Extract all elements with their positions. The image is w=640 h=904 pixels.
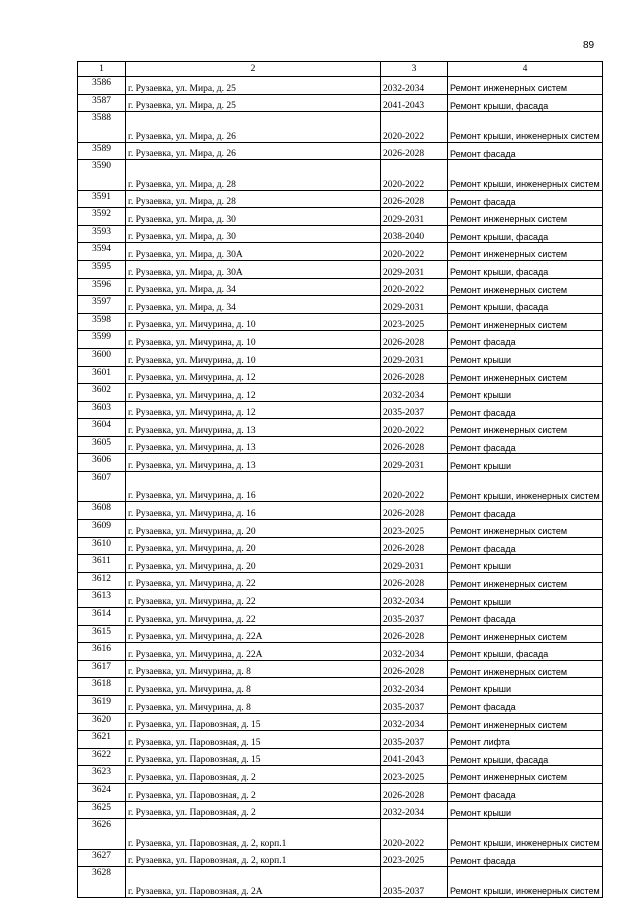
row-work-type: Ремонт крыши: [448, 555, 603, 573]
row-number: 3600: [78, 348, 126, 366]
row-years: 2035-2037: [381, 401, 448, 419]
row-work-type: Ремонт фасада: [448, 849, 603, 867]
row-number: 3601: [78, 366, 126, 384]
table-row: [78, 77, 603, 95]
row-years: 2026-2028: [381, 783, 448, 801]
row-work-type: Ремонт инженерных систем: [448, 625, 603, 643]
table-row: [78, 695, 603, 713]
row-address: г. Рузаевка, ул. Мичурина, д. 22: [126, 572, 381, 590]
row-number: 3623: [78, 766, 126, 784]
row-work-type: Ремонт фасада: [448, 783, 603, 801]
row-work-type: Ремонт крыши, фасада: [448, 748, 603, 766]
row-address: г. Рузаевка, ул. Паровозная, д. 15: [126, 731, 381, 749]
row-address: г. Рузаевка, ул. Мичурина, д. 22А: [126, 643, 381, 661]
table-row: [78, 331, 603, 349]
table-row: [78, 766, 603, 784]
row-work-type: Ремонт фасада: [448, 537, 603, 555]
row-years: 2023-2025: [381, 849, 448, 867]
row-years: 2026-2028: [381, 537, 448, 555]
table-row: [78, 819, 603, 849]
row-address: г. Рузаевка, ул. Мичурина, д. 22: [126, 608, 381, 626]
table-row: [78, 366, 603, 384]
row-work-type: Ремонт инженерных систем: [448, 77, 603, 95]
row-work-type: Ремонт крыши, фасада: [448, 296, 603, 314]
row-address: г. Рузаевка, ул. Мира, д. 30: [126, 208, 381, 226]
row-years: 2029-2031: [381, 260, 448, 278]
row-number: 3586: [78, 77, 126, 95]
row-work-type: Ремонт инженерных систем: [448, 520, 603, 538]
table-row: [78, 660, 603, 678]
row-work-type: Ремонт инженерных систем: [448, 366, 603, 384]
row-address: г. Рузаевка, ул. Мира, д. 30А: [126, 260, 381, 278]
table-body: [78, 77, 603, 898]
row-address: г. Рузаевка, ул. Мира, д. 34: [126, 278, 381, 296]
row-address: г. Рузаевка, ул. Мира, д. 25: [126, 94, 381, 112]
row-number: 3624: [78, 783, 126, 801]
row-number: 3612: [78, 572, 126, 590]
row-work-type: Ремонт инженерных систем: [448, 713, 603, 731]
row-work-type: Ремонт фасада: [448, 608, 603, 626]
row-years: 2020-2022: [381, 419, 448, 437]
row-years: 2029-2031: [381, 454, 448, 472]
row-address: г. Рузаевка, ул. Мичурина, д. 20: [126, 537, 381, 555]
row-number: 3592: [78, 208, 126, 226]
row-number: 3594: [78, 243, 126, 261]
row-years: 2023-2025: [381, 520, 448, 538]
row-address: г. Рузаевка, ул. Мичурина, д. 12: [126, 366, 381, 384]
row-number: 3625: [78, 801, 126, 819]
row-years: 2020-2022: [381, 243, 448, 261]
column-header-4: 4: [448, 62, 603, 77]
table-row: [78, 436, 603, 454]
row-years: 2026-2028: [381, 331, 448, 349]
table-row: [78, 472, 603, 502]
row-address: г. Рузаевка, ул. Мира, д. 26: [126, 142, 381, 160]
row-work-type: Ремонт инженерных систем: [448, 419, 603, 437]
row-years: 2029-2031: [381, 296, 448, 314]
table-row: [78, 208, 603, 226]
table-row: [78, 520, 603, 538]
row-number: 3593: [78, 225, 126, 243]
row-address: г. Рузаевка, ул. Паровозная, д. 2, корп.1: [126, 819, 381, 849]
row-address: г. Рузаевка, ул. Мичурина, д. 8: [126, 660, 381, 678]
row-number: 3627: [78, 849, 126, 867]
row-number: 3617: [78, 660, 126, 678]
table-row: [78, 94, 603, 112]
row-work-type: Ремонт крыши: [448, 801, 603, 819]
table-row: [78, 783, 603, 801]
row-work-type: Ремонт крыши, инженерных систем: [448, 819, 603, 849]
row-number: 3608: [78, 502, 126, 520]
table-row: [78, 160, 603, 190]
row-work-type: Ремонт крыши, инженерных систем: [448, 112, 603, 142]
table-row: [78, 278, 603, 296]
table-row: [78, 384, 603, 402]
table-row: [78, 454, 603, 472]
row-years: 2020-2022: [381, 112, 448, 142]
row-years: 2026-2028: [381, 190, 448, 208]
row-years: 2020-2022: [381, 160, 448, 190]
row-address: г. Рузаевка, ул. Паровозная, д. 2: [126, 766, 381, 784]
table-row: [78, 555, 603, 573]
row-address: г. Рузаевка, ул. Паровозная, д. 15: [126, 748, 381, 766]
row-work-type: Ремонт крыши, фасада: [448, 94, 603, 112]
table-row: [78, 419, 603, 437]
row-address: г. Рузаевка, ул. Мира, д. 30: [126, 225, 381, 243]
row-years: 2038-2040: [381, 225, 448, 243]
row-years: 2026-2028: [381, 572, 448, 590]
table-row: [78, 401, 603, 419]
row-number: 3607: [78, 472, 126, 502]
row-number: 3599: [78, 331, 126, 349]
row-years: 2041-2043: [381, 748, 448, 766]
row-years: 2032-2034: [381, 713, 448, 731]
row-work-type: Ремонт фасада: [448, 331, 603, 349]
row-work-type: Ремонт инженерных систем: [448, 243, 603, 261]
table-row: [78, 590, 603, 608]
table-row: [78, 748, 603, 766]
table-row: [78, 678, 603, 696]
row-address: г. Рузаевка, ул. Паровозная, д. 2: [126, 801, 381, 819]
table-row: [78, 713, 603, 731]
table-row: [78, 867, 603, 897]
row-number: 3589: [78, 142, 126, 160]
row-years: 2029-2031: [381, 555, 448, 573]
row-number: 3626: [78, 819, 126, 849]
column-header-1: 1: [78, 62, 126, 77]
row-number: 3609: [78, 520, 126, 538]
row-number: 3621: [78, 731, 126, 749]
repair-schedule-table: [77, 61, 603, 898]
row-years: 2026-2028: [381, 660, 448, 678]
row-work-type: Ремонт крыши: [448, 678, 603, 696]
table-row: [78, 260, 603, 278]
column-header-2: 2: [126, 62, 381, 77]
row-address: г. Рузаевка, ул. Мичурина, д. 16: [126, 502, 381, 520]
row-address: г. Рузаевка, ул. Паровозная, д. 2, корп.1: [126, 849, 381, 867]
table-row: [78, 296, 603, 314]
row-years: 2035-2037: [381, 731, 448, 749]
row-address: г. Рузаевка, ул. Мичурина, д. 22: [126, 590, 381, 608]
row-years: 2023-2025: [381, 766, 448, 784]
table-row: [78, 243, 603, 261]
row-address: г. Рузаевка, ул. Мичурина, д. 13: [126, 436, 381, 454]
row-address: г. Рузаевка, ул. Мичурина, д. 22А: [126, 625, 381, 643]
row-work-type: Ремонт инженерных систем: [448, 278, 603, 296]
row-years: 2035-2037: [381, 695, 448, 713]
row-number: 3591: [78, 190, 126, 208]
row-years: 2032-2034: [381, 678, 448, 696]
table-row: [78, 801, 603, 819]
row-work-type: Ремонт лифта: [448, 731, 603, 749]
row-number: 3595: [78, 260, 126, 278]
row-address: г. Рузаевка, ул. Мичурина, д. 10: [126, 313, 381, 331]
row-address: г. Рузаевка, ул. Мичурина, д. 20: [126, 520, 381, 538]
row-number: 3620: [78, 713, 126, 731]
row-years: 2032-2034: [381, 77, 448, 95]
row-work-type: Ремонт крыши, инженерных систем: [448, 472, 603, 502]
row-number: 3602: [78, 384, 126, 402]
row-number: 3590: [78, 160, 126, 190]
row-work-type: Ремонт инженерных систем: [448, 208, 603, 226]
row-number: 3587: [78, 94, 126, 112]
row-address: г. Рузаевка, ул. Мичурина, д. 13: [126, 454, 381, 472]
row-years: 2041-2043: [381, 94, 448, 112]
row-address: г. Рузаевка, ул. Мира, д. 25: [126, 77, 381, 95]
table-row: [78, 225, 603, 243]
row-work-type: Ремонт инженерных систем: [448, 660, 603, 678]
row-years: 2020-2022: [381, 472, 448, 502]
row-work-type: Ремонт крыши, фасада: [448, 260, 603, 278]
row-work-type: Ремонт крыши: [448, 590, 603, 608]
row-number: 3622: [78, 748, 126, 766]
row-address: г. Рузаевка, ул. Мичурина, д. 12: [126, 401, 381, 419]
row-work-type: Ремонт инженерных систем: [448, 572, 603, 590]
row-address: г. Рузаевка, ул. Мичурина, д. 16: [126, 472, 381, 502]
row-number: 3616: [78, 643, 126, 661]
row-number: 3604: [78, 419, 126, 437]
row-address: г. Рузаевка, ул. Мичурина, д. 13: [126, 419, 381, 437]
row-address: г. Рузаевка, ул. Мичурина, д. 8: [126, 695, 381, 713]
row-years: 2026-2028: [381, 502, 448, 520]
row-work-type: Ремонт фасада: [448, 401, 603, 419]
row-number: 3615: [78, 625, 126, 643]
row-years: 2026-2028: [381, 366, 448, 384]
row-years: 2032-2034: [381, 801, 448, 819]
row-number: 3611: [78, 555, 126, 573]
row-address: г. Рузаевка, ул. Мира, д. 34: [126, 296, 381, 314]
row-years: 2035-2037: [381, 608, 448, 626]
table-row: [78, 537, 603, 555]
table-row: [78, 572, 603, 590]
table-row: [78, 348, 603, 366]
row-years: 2020-2022: [381, 278, 448, 296]
row-work-type: Ремонт инженерных систем: [448, 313, 603, 331]
row-number: 3588: [78, 112, 126, 142]
row-address: г. Рузаевка, ул. Мичурина, д. 12: [126, 384, 381, 402]
row-work-type: Ремонт крыши, фасада: [448, 225, 603, 243]
row-number: 3610: [78, 537, 126, 555]
row-address: г. Рузаевка, ул. Мира, д. 26: [126, 112, 381, 142]
row-years: 2032-2034: [381, 384, 448, 402]
table-row: [78, 849, 603, 867]
row-years: 2020-2022: [381, 819, 448, 849]
row-work-type: Ремонт инженерных систем: [448, 766, 603, 784]
table-row: [78, 502, 603, 520]
row-number: 3603: [78, 401, 126, 419]
row-address: г. Рузаевка, ул. Мичурина, д. 8: [126, 678, 381, 696]
row-number: 3598: [78, 313, 126, 331]
row-address: г. Рузаевка, ул. Мира, д. 28: [126, 160, 381, 190]
row-number: 3606: [78, 454, 126, 472]
page-number: 89: [583, 40, 595, 51]
row-years: 2035-2037: [381, 867, 448, 897]
table-row: [78, 313, 603, 331]
row-work-type: Ремонт крыши, инженерных систем: [448, 867, 603, 897]
table-row: [78, 112, 603, 142]
row-work-type: Ремонт крыши, инженерных систем: [448, 160, 603, 190]
row-address: г. Рузаевка, ул. Паровозная, д. 2А: [126, 867, 381, 897]
table-row: [78, 608, 603, 626]
table-row: [78, 190, 603, 208]
row-years: 2029-2031: [381, 208, 448, 226]
row-work-type: Ремонт фасада: [448, 695, 603, 713]
table-row: [78, 731, 603, 749]
row-number: 3613: [78, 590, 126, 608]
row-years: 2026-2028: [381, 142, 448, 160]
row-address: г. Рузаевка, ул. Паровозная, д. 2: [126, 783, 381, 801]
row-years: 2029-2031: [381, 348, 448, 366]
row-number: 3605: [78, 436, 126, 454]
row-work-type: Ремонт крыши, фасада: [448, 643, 603, 661]
row-number: 3596: [78, 278, 126, 296]
row-work-type: Ремонт крыши: [448, 348, 603, 366]
row-years: 2032-2034: [381, 643, 448, 661]
row-number: 3614: [78, 608, 126, 626]
row-work-type: Ремонт фасада: [448, 502, 603, 520]
table-row: [78, 625, 603, 643]
row-number: 3619: [78, 695, 126, 713]
row-work-type: Ремонт фасада: [448, 190, 603, 208]
row-years: 2026-2028: [381, 625, 448, 643]
row-years: 2032-2034: [381, 590, 448, 608]
table-row: [78, 643, 603, 661]
column-header-3: 3: [381, 62, 448, 77]
row-number: 3628: [78, 867, 126, 897]
row-work-type: Ремонт крыши: [448, 384, 603, 402]
table-header-row: [78, 62, 603, 77]
row-number: 3618: [78, 678, 126, 696]
row-address: г. Рузаевка, ул. Мичурина, д. 10: [126, 331, 381, 349]
row-work-type: Ремонт фасада: [448, 436, 603, 454]
row-address: г. Рузаевка, ул. Мичурина, д. 10: [126, 348, 381, 366]
row-address: г. Рузаевка, ул. Мира, д. 28: [126, 190, 381, 208]
row-work-type: Ремонт крыши: [448, 454, 603, 472]
row-work-type: Ремонт фасада: [448, 142, 603, 160]
table-row: [78, 142, 603, 160]
row-years: 2023-2025: [381, 313, 448, 331]
row-address: г. Рузаевка, ул. Мичурина, д. 20: [126, 555, 381, 573]
row-years: 2026-2028: [381, 436, 448, 454]
row-number: 3597: [78, 296, 126, 314]
row-address: г. Рузаевка, ул. Мира, д. 30А: [126, 243, 381, 261]
row-address: г. Рузаевка, ул. Паровозная, д. 15: [126, 713, 381, 731]
